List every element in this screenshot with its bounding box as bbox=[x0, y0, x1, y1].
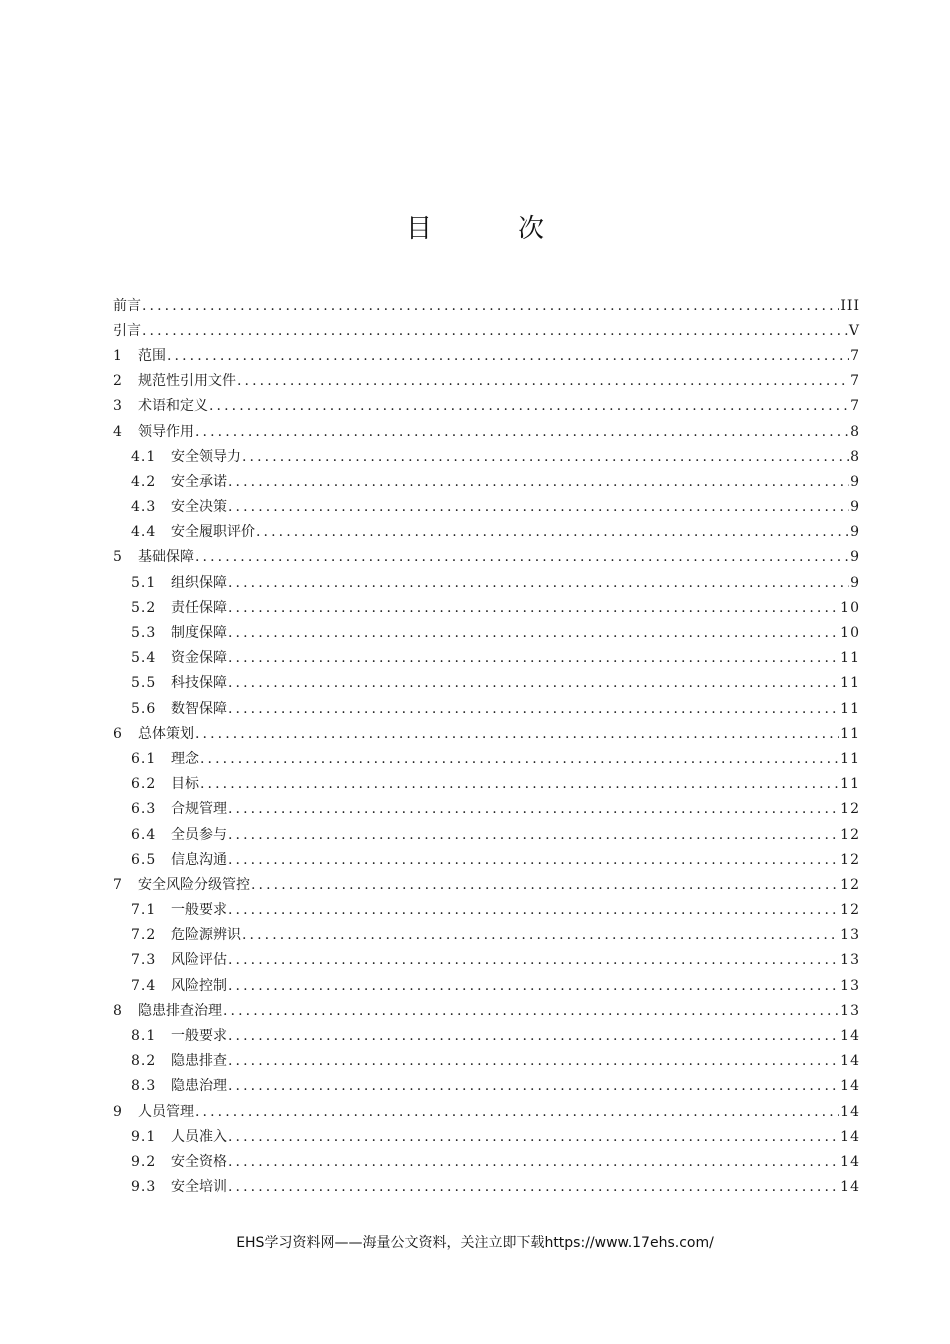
toc-entry-page: 9 bbox=[850, 499, 860, 516]
toc-dot-leader bbox=[228, 851, 839, 869]
toc-entry[interactable] bbox=[113, 469, 860, 494]
toc-dot-leader bbox=[142, 297, 839, 315]
toc-entry-label: 风险控制 bbox=[171, 977, 227, 994]
toc-entry[interactable] bbox=[113, 998, 860, 1023]
toc-entry-page: 11 bbox=[840, 675, 860, 692]
toc-dot-leader bbox=[209, 397, 849, 415]
toc-entry-number: 9.3 bbox=[131, 1179, 157, 1196]
toc-dot-leader bbox=[195, 548, 849, 566]
toc-entry[interactable] bbox=[113, 570, 860, 595]
toc-entry[interactable] bbox=[113, 1124, 860, 1149]
toc-entry-label: 安全培训 bbox=[171, 1179, 227, 1196]
toc-dot-leader bbox=[223, 1002, 839, 1020]
toc-dot-leader bbox=[228, 498, 849, 516]
toc-entry-page: 14 bbox=[840, 1128, 860, 1145]
toc-entry[interactable] bbox=[113, 1074, 860, 1099]
toc-entry-page: 13 bbox=[840, 927, 860, 944]
toc-entry[interactable] bbox=[113, 671, 860, 696]
toc-dot-leader bbox=[228, 700, 839, 718]
toc-entry-number: 4.2 bbox=[131, 473, 157, 490]
toc-entry-page: 14 bbox=[840, 1179, 860, 1196]
toc-dot-leader bbox=[242, 926, 839, 944]
toc-entry[interactable] bbox=[113, 872, 860, 897]
toc-entry-label: 目标 bbox=[171, 776, 199, 793]
toc-entry[interactable] bbox=[113, 797, 860, 822]
toc-entry-number: 6.2 bbox=[131, 776, 157, 793]
toc-entry[interactable] bbox=[113, 973, 860, 998]
toc-entry-page: 11 bbox=[840, 750, 860, 767]
toc-dot-leader bbox=[251, 876, 839, 894]
toc-entry-label: 风险评估 bbox=[171, 952, 227, 969]
toc-entry-label: 一般要求 bbox=[171, 902, 227, 919]
toc-entry-label: 安全风险分级管控 bbox=[138, 876, 250, 893]
toc-dot-leader bbox=[256, 523, 849, 541]
toc-entry-number: 7.1 bbox=[131, 902, 157, 919]
toc-entry-number: 9.1 bbox=[131, 1128, 157, 1145]
toc-entry-page: 9 bbox=[850, 549, 860, 566]
toc-entry-number: 5.5 bbox=[131, 675, 157, 692]
toc-entry-number: 2 bbox=[113, 373, 122, 390]
toc-dot-leader bbox=[228, 674, 839, 692]
toc-dot-leader bbox=[228, 977, 839, 995]
toc-entry[interactable] bbox=[113, 1175, 860, 1200]
toc-entry-page: 14 bbox=[840, 1078, 860, 1095]
toc-entry-page: 9 bbox=[850, 473, 860, 490]
toc-entry-number: 3 bbox=[113, 398, 122, 415]
toc-entry-page: 12 bbox=[840, 876, 860, 893]
toc-entry-label: 领导作用 bbox=[138, 423, 194, 440]
toc-entry-page: 10 bbox=[840, 625, 860, 642]
toc-entry-number: 6.4 bbox=[131, 826, 157, 843]
toc-dot-leader bbox=[195, 1103, 839, 1121]
toc-entry-number: 5.2 bbox=[131, 599, 157, 616]
toc-entry-label: 隐患治理 bbox=[171, 1078, 227, 1095]
toc-entry-page: 7 bbox=[850, 373, 860, 390]
toc-dot-leader bbox=[228, 1052, 839, 1070]
toc-entry-page: 13 bbox=[840, 977, 860, 994]
toc-entry-page: 7 bbox=[850, 398, 860, 415]
toc-entry-page: 14 bbox=[840, 1153, 860, 1170]
toc-dot-leader bbox=[228, 800, 839, 818]
toc-entry-label: 安全领导力 bbox=[171, 448, 241, 465]
toc-entry-label: 组织保障 bbox=[171, 574, 227, 591]
toc-dot-leader bbox=[242, 448, 849, 466]
toc-entry-page: 12 bbox=[840, 851, 860, 868]
toc-entry-page: 13 bbox=[840, 952, 860, 969]
toc-entry-page: 14 bbox=[840, 1053, 860, 1070]
toc-entry-label: 合规管理 bbox=[171, 801, 227, 818]
toc-entry-number: 8.3 bbox=[131, 1078, 157, 1095]
toc-entry-label: 安全履职评价 bbox=[171, 524, 255, 541]
toc-entry-number: 5.1 bbox=[131, 574, 157, 591]
toc-entry-number: 7.3 bbox=[131, 952, 157, 969]
toc-entry-page: 9 bbox=[850, 574, 860, 591]
toc-dot-leader bbox=[167, 347, 849, 365]
toc-entry-label: 总体策划 bbox=[138, 725, 194, 742]
toc-entry-page: 11 bbox=[840, 776, 860, 793]
toc-entry-number: 4.3 bbox=[131, 499, 157, 516]
toc-entry-label: 安全承诺 bbox=[171, 473, 227, 490]
toc-entry-label: 隐患排查治理 bbox=[138, 1002, 222, 1019]
toc-dot-leader bbox=[228, 473, 849, 491]
toc-dot-leader bbox=[228, 901, 839, 919]
toc-dot-leader bbox=[228, 624, 839, 642]
toc-entry-page: III bbox=[840, 297, 860, 314]
toc-dot-leader bbox=[195, 725, 839, 743]
toc-entry-page: 13 bbox=[840, 1002, 860, 1019]
toc-dot-leader bbox=[228, 1128, 839, 1146]
toc-entry[interactable] bbox=[113, 343, 860, 368]
toc-entry-number: 9 bbox=[113, 1103, 122, 1120]
toc-entry[interactable] bbox=[113, 1099, 860, 1124]
toc-entry-number: 4.1 bbox=[131, 448, 157, 465]
footer-watermark: EHS学习资料网——海量公文资料，关注立即下载https://www.17ehs.com/ bbox=[236, 1235, 714, 1251]
toc-entry-number: 4 bbox=[113, 423, 122, 440]
toc-entry-page: 12 bbox=[840, 902, 860, 919]
toc-entry-number: 5.4 bbox=[131, 650, 157, 667]
toc-entry-page: 12 bbox=[840, 801, 860, 818]
toc-entry[interactable] bbox=[113, 696, 860, 721]
toc-entry-page: 11 bbox=[840, 650, 860, 667]
toc-dot-leader bbox=[195, 423, 849, 441]
toc-dot-leader bbox=[228, 1077, 839, 1095]
toc-entry[interactable] bbox=[113, 746, 860, 771]
toc-entry[interactable] bbox=[113, 646, 860, 671]
toc-entry[interactable] bbox=[113, 772, 860, 797]
toc-entry-label: 隐患排查 bbox=[171, 1053, 227, 1070]
toc-entry[interactable] bbox=[113, 419, 860, 444]
toc-entry-page: V bbox=[848, 322, 860, 339]
toc-entry[interactable] bbox=[113, 545, 860, 570]
toc-dot-leader bbox=[228, 1153, 839, 1171]
toc-entry-number: 4.4 bbox=[131, 524, 157, 541]
toc-dot-leader bbox=[228, 599, 839, 617]
toc-entry[interactable] bbox=[113, 369, 860, 394]
toc-entry-label: 危险源辨识 bbox=[171, 927, 241, 944]
toc-title: 目 次 bbox=[405, 214, 574, 244]
toc-entry-label: 全员参与 bbox=[171, 826, 227, 843]
toc-entry-label: 责任保障 bbox=[171, 599, 227, 616]
toc-entry-label: 范围 bbox=[138, 347, 166, 364]
toc-entry[interactable] bbox=[113, 595, 860, 620]
toc-entry-number: 5.6 bbox=[131, 700, 157, 717]
toc-entry-label: 安全决策 bbox=[171, 499, 227, 516]
toc-entry-label: 基础保障 bbox=[138, 549, 194, 566]
toc-dot-leader bbox=[228, 826, 839, 844]
toc-entry-label: 数智保障 bbox=[171, 700, 227, 717]
toc-entry-number: 9.2 bbox=[131, 1153, 157, 1170]
toc-entry-label: 理念 bbox=[171, 750, 199, 767]
toc-dot-leader bbox=[237, 372, 849, 390]
toc-entry-page: 14 bbox=[840, 1103, 860, 1120]
toc-entry[interactable] bbox=[113, 822, 860, 847]
toc-entry-page: 8 bbox=[850, 423, 860, 440]
toc-entry-number: 5 bbox=[113, 549, 122, 566]
toc-dot-leader bbox=[228, 1178, 839, 1196]
toc-entry-page: 12 bbox=[840, 826, 860, 843]
toc-entry-label: 引言 bbox=[113, 322, 141, 339]
toc-dot-leader bbox=[142, 322, 848, 340]
toc-entry-number: 8 bbox=[113, 1002, 122, 1019]
toc-entry-label: 人员准入 bbox=[171, 1128, 227, 1145]
toc-entry[interactable] bbox=[113, 444, 860, 469]
toc-entry[interactable] bbox=[113, 495, 860, 520]
toc-entry-number: 7 bbox=[113, 876, 122, 893]
toc-entry-number: 6.5 bbox=[131, 851, 157, 868]
toc-entry-label: 一般要求 bbox=[171, 1028, 227, 1045]
toc-entry[interactable] bbox=[113, 520, 860, 545]
toc-entry[interactable] bbox=[113, 1149, 860, 1174]
toc-entry[interactable] bbox=[113, 721, 860, 746]
toc-dot-leader bbox=[228, 649, 839, 667]
toc-entry[interactable] bbox=[113, 948, 860, 973]
toc-entry-page: 8 bbox=[850, 448, 860, 465]
toc-entry[interactable] bbox=[113, 923, 860, 948]
toc-entry-label: 资金保障 bbox=[171, 650, 227, 667]
toc-dot-leader bbox=[228, 951, 839, 969]
toc-entry-label: 前言 bbox=[113, 297, 141, 314]
toc-entry-number: 7.4 bbox=[131, 977, 157, 994]
toc-dot-leader bbox=[200, 750, 839, 768]
toc-dot-leader bbox=[200, 775, 839, 793]
toc-entry-page: 11 bbox=[840, 725, 860, 742]
toc-entry-number: 1 bbox=[113, 347, 122, 364]
toc-entry-label: 安全资格 bbox=[171, 1153, 227, 1170]
toc-entry-number: 6 bbox=[113, 725, 122, 742]
toc-entry-page: 9 bbox=[850, 524, 860, 541]
toc-entry-page: 11 bbox=[840, 700, 860, 717]
toc-entry[interactable] bbox=[113, 620, 860, 645]
toc-entry[interactable] bbox=[113, 1023, 860, 1048]
toc-entry[interactable] bbox=[113, 1049, 860, 1074]
toc-dot-leader bbox=[228, 574, 849, 592]
toc-entry-number: 7.2 bbox=[131, 927, 157, 944]
toc-entry-page: 14 bbox=[840, 1028, 860, 1045]
toc-entry-number: 5.3 bbox=[131, 625, 157, 642]
toc-entry-number: 6.1 bbox=[131, 750, 157, 767]
table-of-contents bbox=[113, 293, 860, 1200]
toc-entry[interactable] bbox=[113, 293, 860, 318]
toc-entry[interactable] bbox=[113, 847, 860, 872]
toc-entry-number: 6.3 bbox=[131, 801, 157, 818]
toc-entry[interactable] bbox=[113, 318, 860, 343]
toc-entry-label: 人员管理 bbox=[138, 1103, 194, 1120]
toc-entry[interactable] bbox=[113, 394, 860, 419]
toc-entry-page: 7 bbox=[850, 347, 860, 364]
toc-entry-page: 10 bbox=[840, 599, 860, 616]
toc-entry-label: 制度保障 bbox=[171, 625, 227, 642]
toc-entry[interactable] bbox=[113, 898, 860, 923]
toc-entry-number: 8.2 bbox=[131, 1053, 157, 1070]
toc-entry-label: 术语和定义 bbox=[138, 398, 208, 415]
toc-entry-label: 科技保障 bbox=[171, 675, 227, 692]
toc-entry-number: 8.1 bbox=[131, 1028, 157, 1045]
toc-dot-leader bbox=[228, 1027, 839, 1045]
toc-entry-label: 规范性引用文件 bbox=[138, 373, 236, 390]
toc-entry-label: 信息沟通 bbox=[171, 851, 227, 868]
